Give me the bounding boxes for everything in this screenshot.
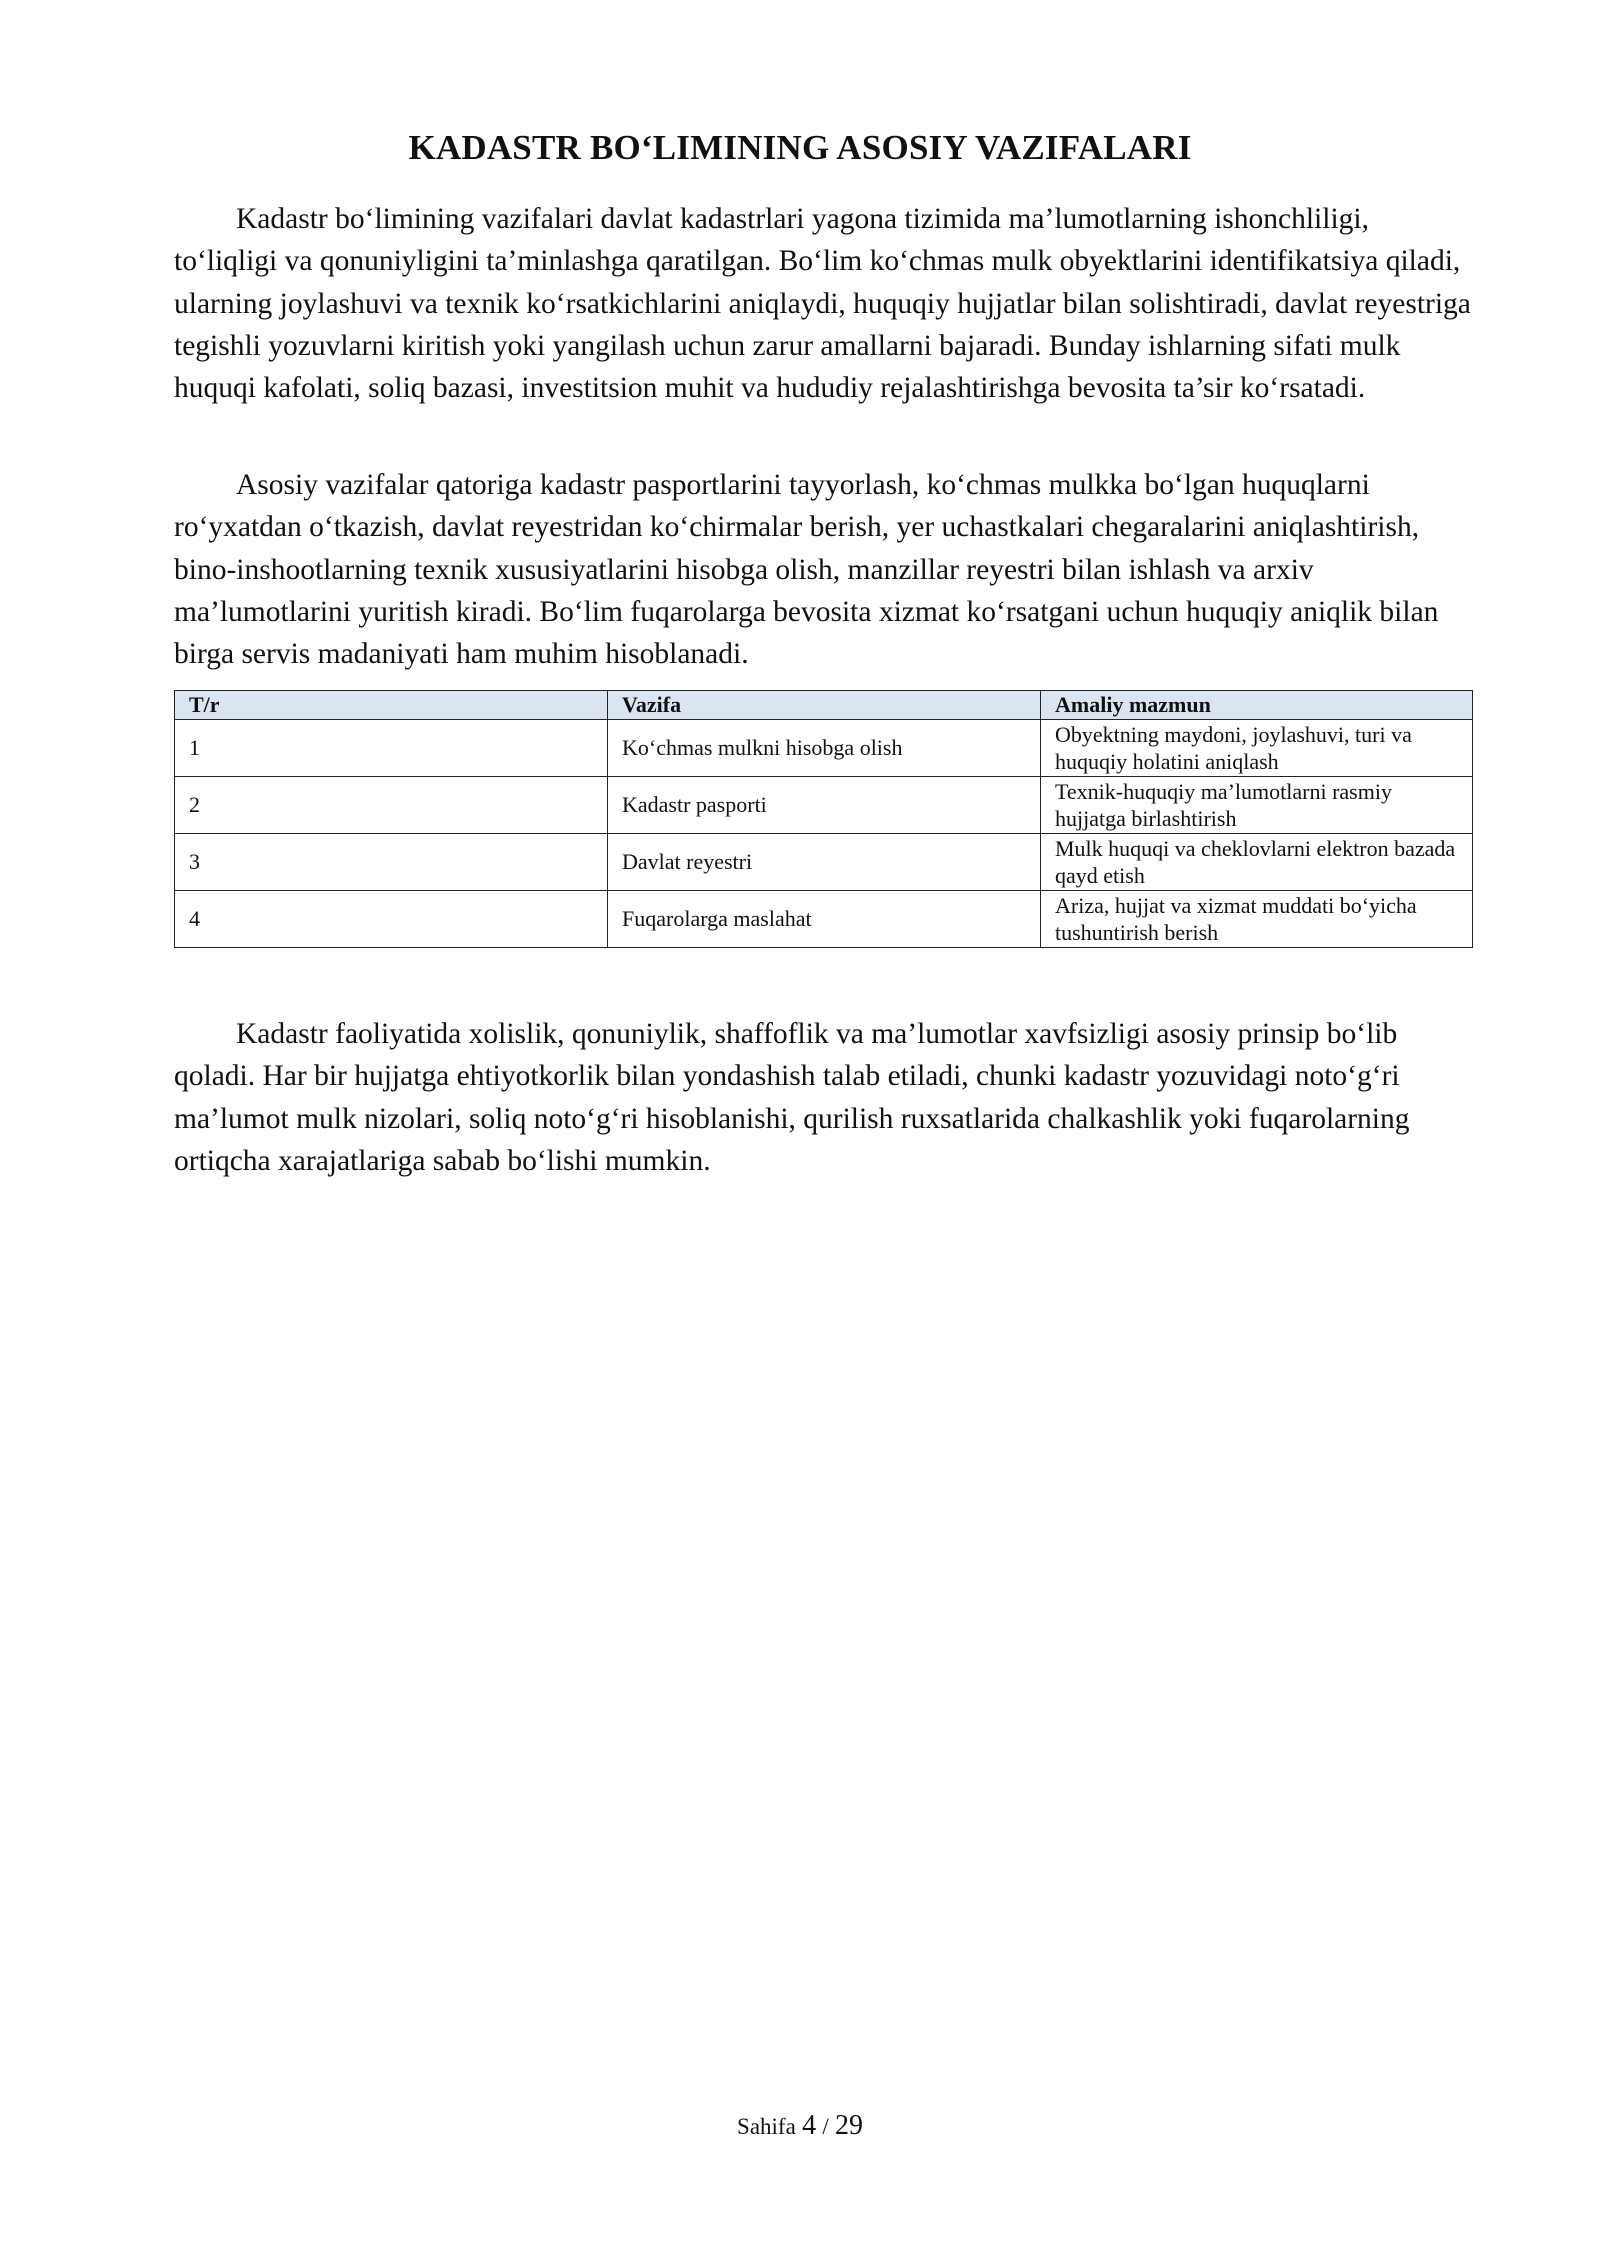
footer-page-separator: / (822, 2114, 829, 2139)
footer-page-label: Sahifa (737, 2114, 796, 2139)
paragraph-principles: Kadastr faoliyatida xolislik, qonuniylik, shaffoflik va ma’lumotlar xavfsizligi asosiy prinsip bo‘lib qoladi. Har bir hujjatga ehtiyotkorlik bilan yondashish talab etiladi, chunki kadastr yozuvidagi noto‘g‘ri ma’lumot mulk nizolari, soliq noto‘g‘ri hisoblanishi, qurilish ruxsatlarida chalkashlik yoki fuqarolarning ortiqcha xarajatlariga sabab bo‘lishi mumkin. (174, 1018, 1410, 1177)
cell-number: 3 (175, 834, 608, 891)
cell-number: 4 (175, 891, 608, 948)
header-content: Amaliy mazmun (1041, 691, 1473, 720)
cell-number: 1 (175, 720, 608, 777)
cell-task: Fuqarolarga maslahat (608, 891, 1041, 948)
cell-task: Kadastr pasporti (608, 777, 1041, 834)
cell-number: 2 (175, 777, 608, 834)
tasks-table (174, 690, 1473, 948)
table-row (175, 834, 1473, 891)
paragraph-main-tasks: Asosiy vazifalar qatoriga kadastr pasportlarini tayyorlash, ko‘chmas mulkka bo‘lgan huquqlarni ro‘yxatdan o‘tkazish, davlat reyestridan ko‘chirmalar berish, yer uchastkalari chegaralarini aniqlashtirish, bino-inshootlarning texnik xususiyatlarini hisobga olish, manzillar reyestri bilan ishlash va arxiv ma’lumotlarini yuritish kiradi. Bo‘lim fuqarolarga bevosita xizmat ko‘rsatgani uchun huquqiy aniqlik bilan birga servis madaniyati ham muhim hisoblanadi. (174, 469, 1439, 671)
footer-page-current: 4 (802, 2110, 817, 2141)
page-footer (0, 2110, 1600, 2142)
cell-content: Texnik-huquqiy ma’lumotlarni rasmiy hujjatga birlashtirish (1041, 777, 1473, 834)
cell-content: Mulk huquqi va cheklovlarni elektron bazada qayd etish (1041, 834, 1473, 891)
footer-page-total: 29 (834, 2110, 863, 2141)
table-header-row (175, 691, 1473, 720)
cell-content: Ariza, hujjat va xizmat muddati bo‘yicha tushuntirish berish (1041, 891, 1473, 948)
page-title: KADASTR BO‘LIMINING ASOSIY VAZIFALARI (408, 128, 1192, 167)
cell-task: Ko‘chmas mulkni hisobga olish (608, 720, 1041, 777)
table-row (175, 777, 1473, 834)
header-task: Vazifa (608, 691, 1041, 720)
table-row (175, 891, 1473, 948)
header-number: T/r (175, 691, 608, 720)
cell-task: Davlat reyestri (608, 834, 1041, 891)
cell-content: Obyektning maydoni, joylashuvi, turi va huquqiy holatini aniqlash (1041, 720, 1473, 777)
table-row (175, 720, 1473, 777)
paragraph-intro: Kadastr bo‘limining vazifalari davlat kadastrlari yagona tizimida ma’lumotlarning ishonchliligi, to‘liqligi va qonuniyligini ta’minlashga qaratilgan. Bo‘lim ko‘chmas mulk obyektlarini identifikatsiya qiladi, ularning joylashuvi va texnik ko‘rsatkichlarini aniqlaydi, huquqiy hujjatlar bilan solishtiradi, davlat reyestriga tegishli yozuvlarni kiritish yoki yangilash uchun zarur amallarni bajaradi. Bunday ishlarning sifati mulk huquqi kafolati, soliq bazasi, investitsion muhit va hududiy rejalashtirishga bevosita ta’sir ko‘rsatadi. (174, 203, 1471, 405)
